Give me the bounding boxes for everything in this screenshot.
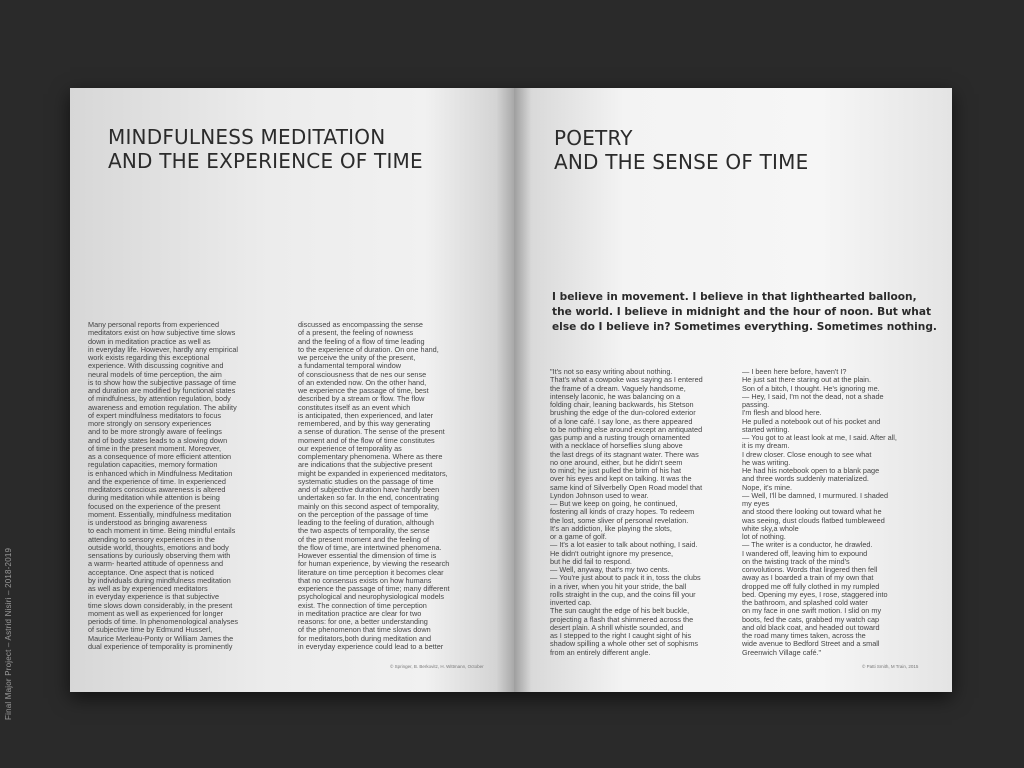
left-footnote: © Springer, B. Berkovitz, H. Wittmann, October bbox=[390, 664, 484, 669]
text-line: shadow spilling a whole other set of sophisms bbox=[550, 640, 699, 649]
right-page-title bbox=[554, 126, 808, 174]
text-line: no one around, either, but he didn't seem bbox=[550, 458, 683, 467]
lead-quote bbox=[552, 290, 937, 335]
right-page bbox=[514, 88, 952, 692]
text-line: systematic studies on the passage of time bbox=[298, 477, 434, 486]
text-line: in everyday life. However, hardly any empirical bbox=[88, 345, 239, 354]
text-line: constitutes itself as an event which bbox=[298, 403, 411, 412]
text-line: we perceive the unity of the present, bbox=[298, 354, 416, 362]
text-line: Maurice Merleau-Ponty or William James the bbox=[88, 634, 234, 643]
text-line: — The writer is a conductor, he drawled. bbox=[742, 541, 873, 550]
text-line: outside world, thoughts, emotions and body bbox=[88, 543, 229, 552]
text-line: — It's a lot easier to talk about nothing, I said. bbox=[550, 541, 698, 550]
text-line: moment as well as experienced for longer bbox=[88, 609, 224, 618]
text-line: remembered, and by this way generating bbox=[298, 420, 431, 428]
lead-line: the world. I believe in midnight and the hour of noon. But what bbox=[552, 306, 932, 318]
text-line: attending to sensory experiences in the bbox=[88, 535, 215, 544]
text-line: my eyes bbox=[742, 500, 770, 508]
text-line: periods of time. In phenomenological analyses bbox=[88, 618, 239, 626]
right-footnote: © Patti Smith, M Train, 2015 bbox=[862, 664, 919, 669]
text-line: Nope, it's mine. bbox=[742, 483, 793, 492]
text-line: — Hey, I said, I'm not the dead, not a shade bbox=[742, 392, 884, 401]
right-body-column-1 bbox=[550, 368, 740, 657]
right-body-column-2 bbox=[742, 368, 938, 657]
text-line: and old black coat, and headed out toward bbox=[742, 623, 880, 632]
text-line: neural models of time perception, the aim bbox=[88, 370, 222, 379]
text-line: projecting a flash that shimmered across the bbox=[550, 615, 694, 624]
text-line: described by a stream or flow. The flow bbox=[298, 395, 425, 404]
text-line: he was writing. bbox=[742, 458, 791, 467]
text-line: moment and of the flow of time constitutes bbox=[298, 436, 435, 445]
text-line: and to be more strongly aware of feelings bbox=[88, 428, 222, 437]
text-line: in everyday experience could lead to a better bbox=[298, 642, 444, 651]
text-line: — Well, I'll be damned, I murmured. I shaded bbox=[742, 491, 889, 500]
text-line: to each moment in time. Being mindful entails bbox=[88, 527, 236, 536]
text-line: of consciousness that de nes our sense bbox=[298, 370, 427, 379]
text-line: more strongly on sensory experiences bbox=[88, 420, 212, 428]
text-line: the last dregs of its stagnant water. There was bbox=[550, 450, 699, 459]
text-line: and stood there looking out toward what he bbox=[742, 508, 882, 517]
text-line: it is my dream. bbox=[742, 442, 790, 451]
text-line: the frame of a dream. Vaguely handsome, bbox=[550, 384, 686, 393]
text-line: of time in the present moment. Moreover, bbox=[88, 444, 222, 453]
text-line: and of subjective duration have hardly been bbox=[298, 486, 440, 494]
text-line: was seeing, dust clouds flatbed tumbleweed bbox=[742, 516, 885, 525]
text-line: boots, fed the cats, grabbed my watch cap bbox=[742, 615, 880, 624]
text-line: exist. The connection of time perception bbox=[298, 601, 427, 610]
text-line: from an entirely different angle. bbox=[550, 648, 651, 657]
text-line: He pulled a notebook out of his pocket and bbox=[742, 417, 881, 426]
text-line: He didn't outright ignore my presence, bbox=[550, 549, 674, 558]
text-line: undertaken so far. In the end, concentrating bbox=[298, 494, 439, 503]
text-line: literature on time perception it becomes clear bbox=[298, 568, 444, 577]
text-line: experience. With discussing cognitive and bbox=[88, 362, 224, 371]
text-line: — But we keep on going, he continued, bbox=[550, 500, 678, 508]
text-line: of subjective time by Edmund Husserl, bbox=[88, 626, 213, 635]
text-line: in everyday experience is that subjective bbox=[88, 593, 220, 602]
text-line: in a river, when you hit your stride, the ball bbox=[550, 582, 687, 591]
text-line: Lyndon Johnson used to wear. bbox=[550, 491, 649, 500]
text-line: by individuals during mindfulness meditation bbox=[88, 576, 231, 585]
text-line: started writing. bbox=[742, 425, 790, 434]
text-line: I'm flesh and blood here. bbox=[742, 409, 822, 418]
text-line: a sense of duration. The sense of the present bbox=[298, 428, 445, 437]
title-line: MINDFULNESS MEDITATION bbox=[108, 125, 386, 149]
text-line: discussed as encompassing the sense bbox=[298, 321, 423, 329]
text-line: rolls straight in the cup, and the coins fill your bbox=[550, 590, 696, 599]
title-line: POETRY bbox=[554, 126, 633, 150]
text-line: psychological and neurophysiological models bbox=[298, 593, 445, 602]
left-page bbox=[70, 88, 514, 692]
text-line: It's an addiction, like playing the slots, bbox=[550, 524, 672, 533]
text-line: of the present moment and the feeling of bbox=[298, 535, 430, 544]
title-line: AND THE EXPERIENCE OF TIME bbox=[108, 149, 423, 173]
text-line: for human experience, by viewing the research bbox=[298, 560, 450, 569]
text-line: with a necklace of horseflies slung above bbox=[550, 442, 683, 451]
text-line: might be expanded in experienced meditators, bbox=[298, 469, 448, 478]
text-line: convolutions. Words that lingered then fell bbox=[742, 566, 878, 574]
text-line: experience the passage of time; many different bbox=[298, 585, 450, 593]
text-line: of mindfulness, by attention regulation, body bbox=[88, 395, 231, 404]
text-line: and the experience of time. In experienced bbox=[88, 477, 226, 486]
text-line: sensations by curiously observing them with bbox=[88, 552, 231, 560]
text-line: focused on the experience of the present bbox=[88, 502, 221, 511]
text-line: to be nothing else around except an antiquated bbox=[550, 425, 703, 434]
text-line: of a present, the feeling of nowness bbox=[298, 329, 414, 338]
text-line: bed. Opening my eyes, I rose, staggered into bbox=[742, 590, 888, 599]
text-line: we experience the passage of time, best bbox=[298, 387, 429, 395]
text-line: reasons: for one, a better understanding bbox=[298, 618, 428, 626]
text-line: as I stepped to the right I caught sight of his bbox=[550, 632, 692, 640]
text-line: regulation capacities, memory formation bbox=[88, 461, 218, 470]
text-line: the road many times taken, across the bbox=[742, 632, 866, 640]
text-line: to the experience of duration. On one hand, bbox=[298, 345, 439, 354]
text-line: on the perception of the passage of time bbox=[298, 510, 429, 519]
text-line: dropped me off fully clothed in my rumpled bbox=[742, 582, 880, 591]
text-line: is understood as bringing awareness bbox=[88, 519, 207, 527]
text-line: I drew closer. Close enough to see what bbox=[742, 450, 872, 459]
text-line: the two aspects of temporality, the sense bbox=[298, 527, 430, 536]
text-line: — Well, anyway, that's my two cents. bbox=[550, 566, 670, 574]
text-line: work exists regarding this exceptional bbox=[88, 354, 210, 362]
text-line: He just sat there staring out at the plain. bbox=[742, 376, 871, 385]
text-line: same kind of Silverbelly Open Road model that bbox=[550, 483, 703, 492]
left-body-column-2 bbox=[298, 321, 494, 651]
text-line: a fundamental temporal window bbox=[298, 362, 402, 371]
text-line: — You got to at least look at me, I said. After all, bbox=[742, 434, 897, 442]
text-line: that no consensus exists on how humans bbox=[298, 576, 432, 585]
text-line: time slows down considerably, in the present bbox=[88, 601, 233, 610]
text-line: intensely laconic, he was balancing on a bbox=[550, 392, 681, 401]
text-line: as well as by experienced meditators bbox=[88, 585, 208, 593]
text-line: wide avenue to Bedford Street and a small bbox=[742, 640, 880, 649]
text-line: meditators conscious awareness is altered bbox=[88, 486, 226, 494]
text-line: — You're just about to pack it in, toss the clubs bbox=[550, 574, 701, 583]
text-line: is enhanced which in Mindfulness Meditation bbox=[88, 469, 233, 478]
text-line: and duration are modified by functional states bbox=[88, 387, 236, 395]
text-line: lot of nothing. bbox=[742, 533, 786, 541]
magazine-spread bbox=[70, 88, 952, 692]
text-line: gas pump and a rusting trough ornamented bbox=[550, 434, 690, 442]
text-line: Son of a bitch, I thought. He's ignoring me. bbox=[742, 384, 880, 393]
text-line: However essential the dimension of time is bbox=[298, 552, 437, 560]
text-line: of an extended now. On the other hand, bbox=[298, 378, 427, 387]
text-line: or a game of golf. bbox=[550, 533, 607, 541]
text-line: the lost, some sliver of personal revelation. bbox=[550, 516, 689, 525]
lead-line: I believe in movement. I believe in that lighthearted balloon, bbox=[552, 291, 917, 303]
text-line: He had his notebook open to a blank page bbox=[742, 467, 880, 475]
text-line: of expert mindfulness meditators to focus bbox=[88, 411, 222, 420]
text-line: leading to the feeling of duration, although bbox=[298, 519, 434, 527]
text-line: of a lone café. I say lone, as there appeared bbox=[550, 417, 693, 426]
text-line: inverted cap. bbox=[550, 599, 592, 607]
text-line: during meditation while attention is being bbox=[88, 494, 220, 503]
text-line: moment. Essentially, mindfulness meditation bbox=[88, 510, 232, 519]
text-line: over his eyes and kept on talking. It was the bbox=[550, 475, 692, 484]
text-line: passing. bbox=[742, 401, 770, 409]
text-line: white sky,a whole bbox=[742, 524, 799, 533]
text-line: the bathroom, and splashed cold water bbox=[742, 599, 868, 607]
text-line: and the feeling of a flow of time leading bbox=[298, 337, 425, 346]
text-line: our experience of temporality as bbox=[298, 444, 402, 453]
text-line: on my face in one swift motion. I slid on my bbox=[742, 607, 882, 616]
text-line: I wandered off, leaving him to expound bbox=[742, 549, 868, 558]
text-line: away as I boarded a train of my own that bbox=[742, 574, 874, 583]
text-line: That's what a cowpoke was saying as I entered bbox=[550, 376, 703, 385]
text-line: The sun caught the edge of his belt buckle, bbox=[550, 607, 690, 616]
text-line: dual experience of temporality is prominently bbox=[88, 642, 233, 651]
text-line: is anticipated, then experienced, and later bbox=[298, 411, 434, 420]
text-line: and three words suddenly materialized. bbox=[742, 475, 869, 484]
text-line: — I been here before, haven't I? bbox=[742, 368, 847, 376]
text-line: of the phenomenon that time slows down bbox=[298, 626, 431, 635]
lead-line: else do I believe in? Sometimes everything. Sometimes nothing. bbox=[552, 321, 937, 333]
left-body-column-1 bbox=[88, 321, 282, 651]
title-line: AND THE SENSE OF TIME bbox=[554, 150, 809, 174]
text-line: meditators exist on how subjective time slows bbox=[88, 329, 236, 338]
text-line: and of body states leads to a slowing down bbox=[88, 436, 228, 445]
text-line: fostering all kinds of crazy hopes. To redeem bbox=[550, 508, 695, 517]
text-line: for meditators,both during meditation and bbox=[298, 634, 432, 643]
text-line: Greenwich Village café." bbox=[742, 648, 822, 657]
text-line: down in meditation practice as well as bbox=[88, 337, 211, 346]
left-page-title bbox=[108, 125, 423, 173]
text-line: the flow of time, are intertwined phenomena. bbox=[298, 543, 442, 552]
text-line: as a consequence of more efficient attention bbox=[88, 453, 232, 461]
text-line: folding chair, leaning backwards, his Stetson bbox=[550, 401, 694, 409]
text-line: brushing the edge of the dun-colored exterior bbox=[550, 409, 696, 418]
text-line: is to show how the subjective passage of time bbox=[88, 378, 237, 387]
text-line: complementary phenomena. Where as there bbox=[298, 453, 443, 461]
text-line: "It's not so easy writing about nothing. bbox=[550, 368, 673, 376]
text-line: to mind; he just pulled the brim of his hat bbox=[550, 467, 682, 475]
text-line: on the twisting track of the mind's bbox=[742, 557, 850, 566]
text-line: a warm- hearted attitude of openness and bbox=[88, 560, 224, 569]
text-line: Many personal reports from experienced bbox=[88, 321, 220, 329]
text-line: are indications that the subjective present bbox=[298, 461, 433, 470]
text-line: but he did fail to respond. bbox=[550, 557, 632, 566]
side-caption: Final Major Project – Astrid Nisiri – 2018-2019 bbox=[4, 547, 13, 720]
text-line: in meditation practice are clear for two bbox=[298, 609, 422, 618]
text-line: mainly on this second aspect of temporality, bbox=[298, 502, 440, 511]
text-line: desert plain. A shrill whistle sounded, and bbox=[550, 623, 684, 632]
text-line: awareness and emotion regulation. The ability bbox=[88, 403, 237, 412]
text-line: acceptance. One aspect that is noticed bbox=[88, 568, 214, 577]
